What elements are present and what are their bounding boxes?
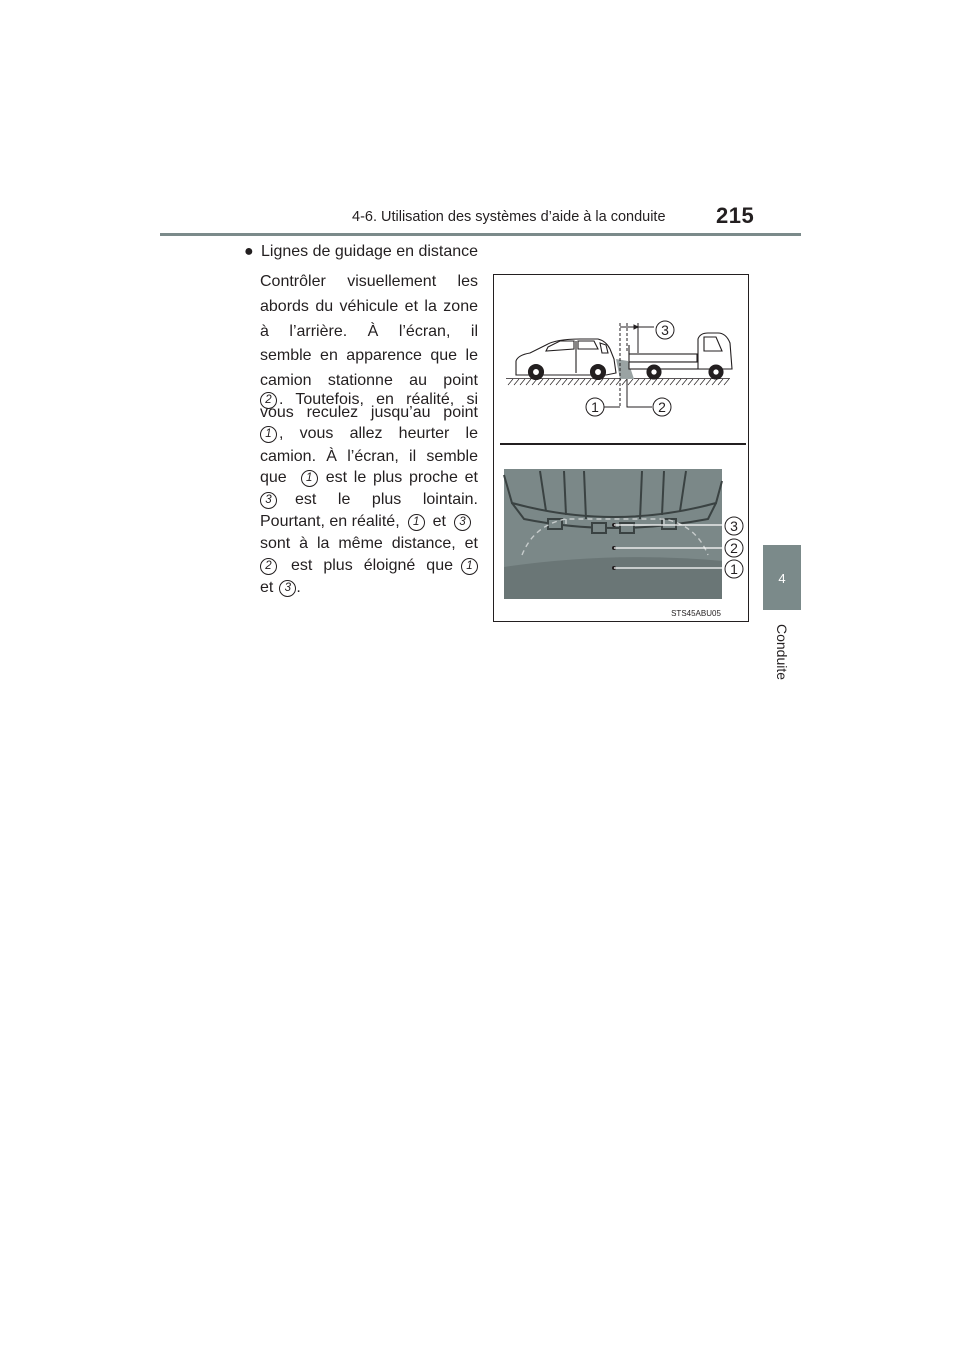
section-title: 4-6. Utilisation des systèmes d’aide à la conduite (352, 209, 666, 225)
callout-2-label: 2 (658, 399, 666, 415)
car-icon (516, 339, 616, 380)
header-divider (160, 233, 801, 236)
marker-2: 2 (260, 558, 277, 575)
illustration (493, 274, 749, 622)
body-text: . Toutefois, en réalité, si (279, 391, 478, 408)
marker-1: 1 (408, 514, 425, 531)
body-text: , vous allez heurter le (279, 425, 478, 442)
marker-3: 3 (260, 492, 277, 509)
marker-1: 1 (301, 470, 318, 487)
bullet-icon: ● (244, 243, 254, 260)
marker-2: 2 (260, 392, 277, 409)
body-line (260, 424, 478, 444)
chapter-label (766, 622, 798, 682)
page-number: 215 (716, 203, 755, 228)
screen-callout-1-label: 1 (730, 561, 738, 577)
section-heading: Lignes de guidage en distance (261, 243, 479, 260)
chapter-tab (763, 545, 801, 610)
truck-icon (629, 333, 732, 379)
marker-1: 1 (260, 426, 277, 443)
body-line: à l’arrière. À l’écran, il (260, 323, 478, 340)
body-line: sont à la même distance, et (260, 535, 478, 552)
callout-3-label: 3 (661, 322, 669, 338)
body-line: abords du véhicule et la zone (260, 298, 478, 315)
body-line: vous reculez jusqu’au point (260, 404, 478, 421)
guideline-diagram (494, 275, 748, 621)
body-line (260, 556, 478, 576)
body-line: Contrôler visuellement les (260, 273, 478, 290)
screen-callout-3-label: 3 (730, 518, 738, 534)
screen-callouts (725, 517, 743, 578)
body-line (260, 490, 478, 510)
camera-screen (504, 469, 724, 599)
screen-callout-2-label: 2 (730, 540, 738, 556)
body-line (260, 468, 478, 488)
body-line: camion stationne au point (260, 372, 478, 389)
figure-code: STS45ABU05 (671, 609, 721, 618)
marker-1: 1 (461, 558, 478, 575)
callout-1-label: 1 (591, 399, 599, 415)
body-text: est le plus proche et (325, 469, 478, 486)
body-text: Pourtant, en réalité, (260, 513, 400, 530)
body-text: . (296, 579, 301, 596)
body-line (260, 512, 478, 532)
body-text: que (260, 469, 287, 486)
marker-3: 3 (279, 580, 296, 597)
body-line: camion. À l’écran, il semble (260, 448, 478, 465)
body-text: est plus éloigné que (291, 557, 453, 574)
ground (506, 379, 730, 385)
body-text: et (260, 579, 274, 596)
body-text: est le plus lointain. (295, 491, 478, 508)
body-text: et (432, 513, 446, 530)
marker-3: 3 (454, 514, 471, 531)
body-line: semble en apparence que le (260, 347, 478, 364)
body-line (260, 578, 478, 598)
chapter-label-text: Conduite (774, 623, 790, 681)
chapter-number: 4 (778, 571, 786, 586)
